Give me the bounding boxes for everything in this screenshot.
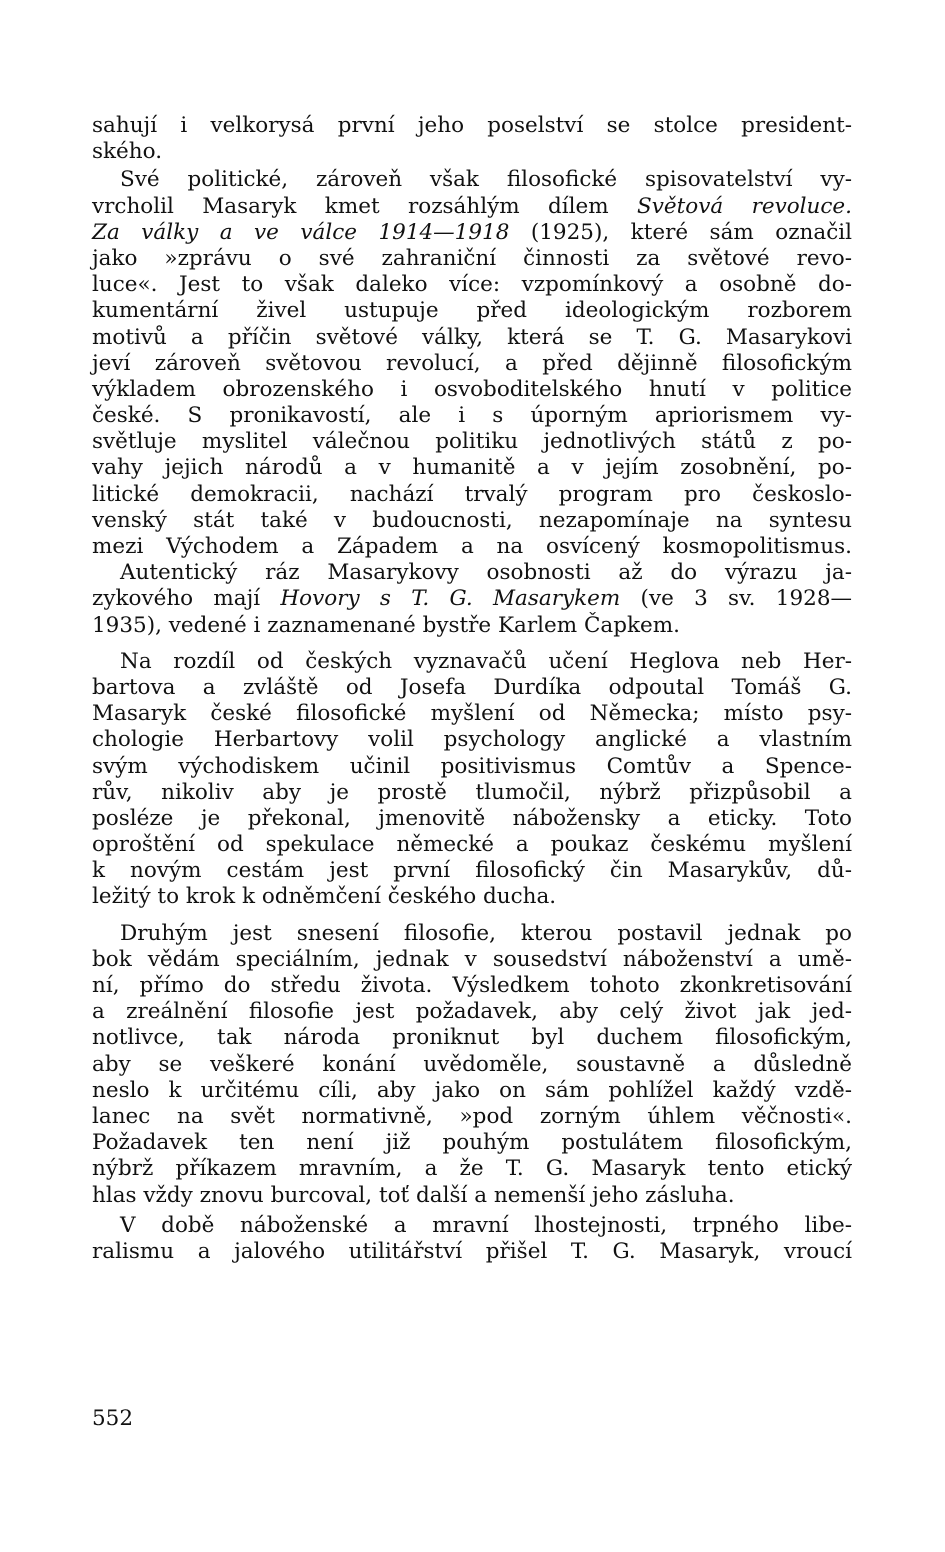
text-line: ského. xyxy=(92,139,163,165)
book-title: Světová revoluce. xyxy=(637,193,852,219)
text-line: a zreálnění filosofie jest požadavek, aby celý život jak jed- xyxy=(92,999,852,1025)
page-body xyxy=(92,113,852,1265)
text-line: notlivce, tak národa proniknut byl duchem filosofickým, xyxy=(92,1025,852,1051)
text-line: chologie Herbartovy volil psychology anglické a vlastním xyxy=(92,727,852,753)
text-line: světluje myslitel válečnou politiku jednotlivých států z po- xyxy=(92,429,852,455)
text-line: české. S pronikavostí, ale i s úporným apriorismem vy- xyxy=(92,403,852,429)
text-line xyxy=(92,586,852,612)
text-line: motivů a příčin světové války, která se T. G. Masarykovi xyxy=(92,324,852,350)
text-line: nýbrž příkazem mravním, a že T. G. Masaryk tento etický xyxy=(92,1156,852,1182)
text-line: Na rozdíl od českých vyznavačů učení Heglova neb Her- xyxy=(120,648,852,674)
text-line xyxy=(92,194,852,220)
text-line: litické demokracii, nachází trvalý program pro českoslo- xyxy=(92,481,852,507)
text-line: jako »zprávu o své zahraniční činnosti za světové revo- xyxy=(92,245,852,271)
page-number: 552 xyxy=(92,1406,134,1431)
text-line: ležitý to krok k odněmčení českého ducha. xyxy=(92,884,557,910)
text-line: lanec na svět normativně, »pod zorným úhlem věčnosti«. xyxy=(92,1103,852,1129)
text-line: Masaryk české filosofické myšlení od Německa; místo psy- xyxy=(92,701,852,727)
text-line: 1935), vedené i zaznamenané bystře Karlem Čapkem. xyxy=(92,612,680,638)
text-line: posléze je překonal, jmenovitě nábožensky a eticky. Toto xyxy=(92,805,852,831)
text-line: Své politické, zároveň však filosofické spisovatelství vy- xyxy=(120,167,852,193)
text-line: ralismu a jalového utilitářství přišel T. G. Masaryk, vroucí xyxy=(92,1238,852,1264)
text-line: luce«. Jest to však daleko více: vzpomínkový a osobně do- xyxy=(92,272,852,298)
text-line: kumentární živel ustupuje před ideologickým rozborem xyxy=(92,298,852,324)
book-title: Hovory s T. G. Masarykem xyxy=(280,586,621,612)
text-line: bok vědám speciálním, jednak v sousedství náboženství a umě- xyxy=(92,946,852,972)
text-line: bartova a zvláště od Josefa Durdíka odpoutal Tomáš G. xyxy=(92,674,852,700)
text-line: Druhým jest snesení filosofie, kterou postavil jednak po xyxy=(120,920,852,946)
text-line xyxy=(92,220,852,246)
text-line: ní, přímo do středu života. Výsledkem tohoto zkonkretisování xyxy=(92,973,852,998)
text-line: V době náboženské a mravní lhostejnosti, trpného libe- xyxy=(120,1212,852,1238)
text-line: svým východiskem učinil positivismus Comtův a Spence- xyxy=(92,753,852,779)
book-title: Za války a ve válce 1914—1918 xyxy=(92,219,510,245)
text-run: (1925), které sám označil xyxy=(509,219,852,245)
text-line: vahy jejich národů a v humanitě a v jejím zosobnění, po- xyxy=(92,455,852,481)
text-line: k novým cestám jest první filosofický čin Masarykův, dů- xyxy=(92,858,852,884)
text-line: rův, nikoliv aby je prostě tlumočil, nýbrž přizpůsobil a xyxy=(92,779,852,805)
text-line: neslo k určitému cíli, aby jako on sám pohlížel každý vzdě- xyxy=(92,1077,852,1103)
text-line: aby se veškeré konání uvědoměle, soustavně a důsledně xyxy=(92,1051,852,1077)
text-line: mezi Východem a Západem a na osvícený kosmopolitismus. xyxy=(92,534,852,559)
text-run: zykového mají xyxy=(92,586,281,612)
text-line: jeví zároveň světovou revolucí, a před dějinně filosofickým xyxy=(92,350,852,376)
text-line: výkladem obrozenského i osvoboditelského hnutí v politice xyxy=(92,376,852,402)
text-run: (ve 3 sv. 1928— xyxy=(620,586,853,612)
text-line: Požadavek ten není již pouhým postulátem filosofickým, xyxy=(92,1130,852,1156)
text-line: venský stát také v budoucnosti, nezapomínaje na syntesu xyxy=(92,507,852,533)
text-run: vrcholil Masaryk kmet rozsáhlým dílem xyxy=(92,193,638,219)
text-line: Autentický ráz Masarykovy osobnosti až do výrazu ja- xyxy=(120,560,852,586)
text-line: oproštění od spekulace německé a poukaz českému myšlení xyxy=(92,832,852,858)
text-line: sahují i velkorysá první jeho poselství se stolce president- xyxy=(92,113,852,138)
text-line: hlas vždy znovu burcoval, toť další a nemenší jeho zásluha. xyxy=(92,1182,735,1208)
